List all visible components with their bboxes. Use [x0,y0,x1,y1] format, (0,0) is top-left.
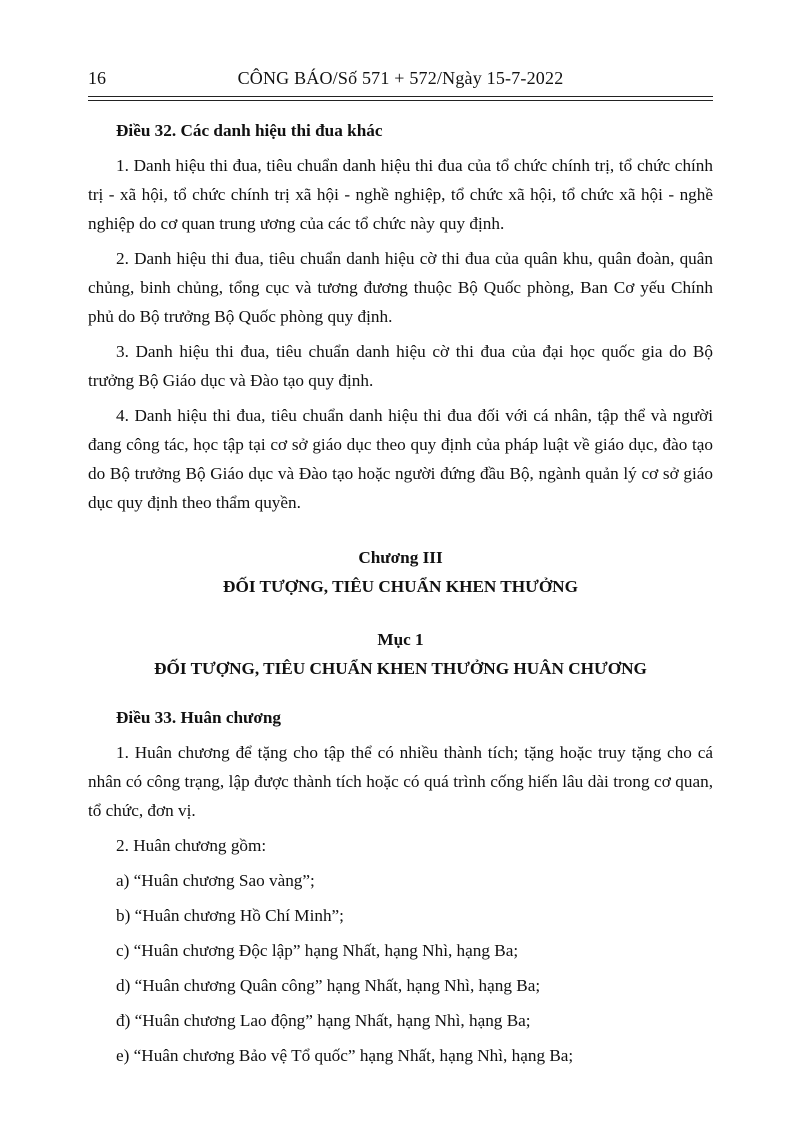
section-label: Mục 1 [377,630,424,649]
list-item: c) “Huân chương Độc lập” hạng Nhất, hạng Nhì, hạng Ba; [116,941,519,960]
article-32-title: Điều 32. Các danh hiệu thi đua khác [116,121,383,140]
list-item: b) “Huân chương Hồ Chí Minh”; [116,906,344,925]
article-32-paragraph-3: 3. Danh hiệu thi đua, tiêu chuẩn danh hiệu cờ thi đua của đại học quốc gia do Bộ trưởng Bộ Giáo dục và Đào tạo quy định. [88,342,713,390]
list-item: đ) “Huân chương Lao động” hạng Nhất, hạng Nhì, hạng Ba; [116,1011,531,1030]
article-32-paragraph-1: 1. Danh hiệu thi đua, tiêu chuẩn danh hiệu thi đua của tổ chức chính trị, tổ chức chính trị - xã hội, tổ chức chính trị xã hội - nghề nghiệp, tổ chức xã hội, tổ chức xã hội - nghề nghiệp do cơ quan trung ương của các tổ chức này quy định. [88,156,713,233]
list-item: d) “Huân chương Quân công” hạng Nhất, hạng Nhì, hạng Ba; [116,976,541,995]
article-33-paragraph-2: 2. Huân chương gồm: [116,836,267,855]
list-item: e) “Huân chương Bảo vệ Tổ quốc” hạng Nhất, hạng Nhì, hạng Ba; [116,1046,574,1065]
header-rule-thick [88,96,713,97]
chapter-label: Chương III [358,548,443,567]
chapter-title: ĐỐI TƯỢNG, TIÊU CHUẨN KHEN THƯỞNG [223,577,578,596]
article-33-paragraph-1: 1. Huân chương để tặng cho tập thể có nhiều thành tích; tặng hoặc truy tặng cho cá nhân có công trạng, lập được thành tích hoặc có quá trình cống hiến lâu dài trong cơ quan, tổ chức, đơn vị. [88,743,713,820]
article-33-title: Điều 33. Huân chương [116,708,282,727]
page-header [88,68,713,94]
chapter-heading [88,543,713,601]
list-item: a) “Huân chương Sao vàng”; [116,871,315,890]
gazette-title: CÔNG BÁO/Số 571 + 572/Ngày 15-7-2022 [237,68,564,88]
section-heading [88,625,713,683]
article-32-paragraph-2: 2. Danh hiệu thi đua, tiêu chuẩn danh hiệu cờ thi đua của quân khu, quân đoàn, quân chủng, binh chủng, tổng cục và tương đương thuộc Bộ Quốc phòng, Ban Cơ yếu Chính phủ do Bộ trưởng Bộ Quốc phòng quy định. [88,249,713,326]
header-rule-thin [88,100,713,101]
section-title: ĐỐI TƯỢNG, TIÊU CHUẨN KHEN THƯỞNG HUÂN CHƯƠNG [154,659,647,678]
article-32-paragraph-4: 4. Danh hiệu thi đua, tiêu chuẩn danh hiệu thi đua đối với cá nhân, tập thể và người đang công tác, học tập tại cơ sở giáo dục theo quy định của pháp luật về giáo dục, đào tạo do Bộ trưởng Bộ Giáo dục và Đào tạo hoặc người đứng đầu Bộ, ngành quản lý cơ sở giáo dục quy định theo thẩm quyền. [88,406,713,512]
document-body [88,116,713,1076]
page-number: 16 [88,68,106,88]
